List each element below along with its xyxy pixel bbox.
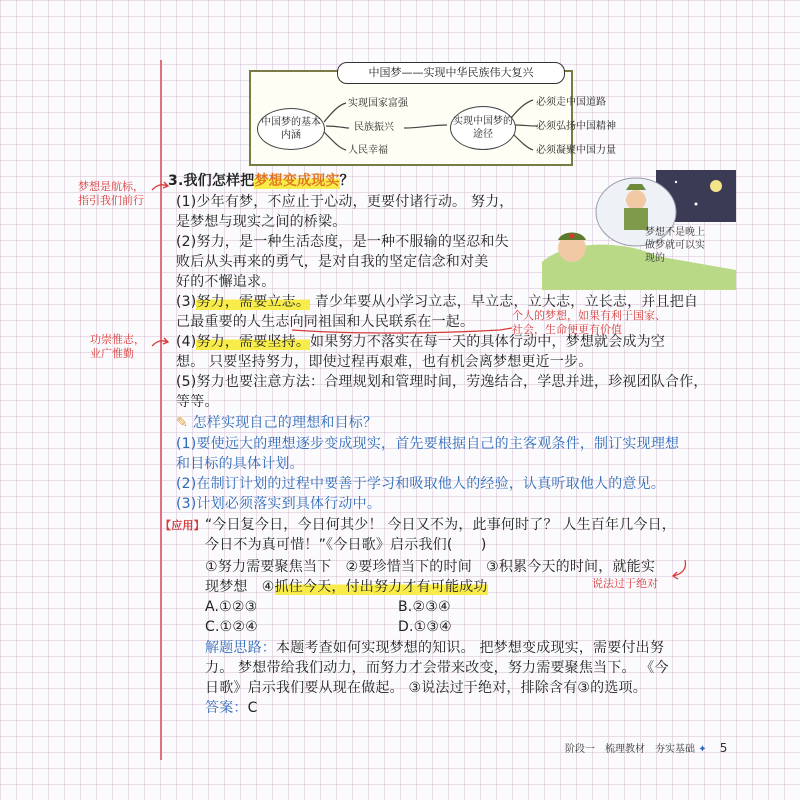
paragraph-line: (5)努力也要注意方法：合理规划和管理时间，劳逸结合，学思并进，珍视团队合作， [176,374,708,390]
choice-d: D.①③④ [398,619,452,635]
concept-map-title: 中国梦——实现中华民族伟大复兴 [337,62,565,84]
concept-map-left-item: 人民幸福 [348,145,388,156]
concept-map-left-item: 实现国家富强 [348,98,408,109]
application-question: 【应用】“今日复今日，今日何其少！ 今日又不为，此事何时了？ 人生百年几今日， [160,517,676,533]
illustration-dreaming-child [536,170,736,290]
page-number: 5 [719,741,728,755]
choice-c: C.①②④ [205,619,258,635]
concept-map-right-oval: 实现中国梦的途径 [450,106,516,150]
application-question: 今日不为真可惜！”《今日歌》启示我们( ) [205,537,487,553]
answer: 答案：C [205,700,258,716]
concept-map-left-oval: 中国梦的基本内涵 [257,108,325,150]
paragraph-line: (3)努力，需要立志。 青少年要从小学习立志，早立志，立大志，立长志，并且把自 [176,294,699,310]
tip-line: 和目标的具体计划。 [176,456,304,472]
margin-note: 功崇惟志， 业广惟勤 [90,333,145,360]
section-heading: 3.我们怎样把梦想变成现实？ [168,173,354,189]
paragraph-line: 好的不懈追求。 [176,274,276,290]
illustration-caption: 梦想不是晚上 做梦就可以实 现的 [645,227,705,264]
paragraph-line: (1)少年有梦，不应止于心动，更要付诸行动。 努力， [176,194,514,210]
paragraph-line: 等等。 [176,394,219,410]
solution-line: 日歌》启示我们要从现在做起。 ③说法过于绝对，排除含有③的选项。 [205,680,647,696]
choice-b: B.②③④ [398,599,451,615]
paragraph-line: (2)努力，是一种生活态度，是一种不服输的坚忍和失 [176,234,509,250]
margin-note: 个人的梦想，如果有利于国家、 社会，生命便更有价值 [512,309,666,336]
choice-a: A.①②③ [205,599,258,615]
paragraph-line: 是梦想与现实之间的桥梁。 [176,214,347,230]
tip-line: (3)计划必须落实到具体行动中。 [176,496,382,512]
arrow-icon [150,178,172,196]
application-option: 现梦想 ④抓住今天，付出努力才有可能成功 [205,579,488,595]
star-icon: ✦ [698,744,707,755]
margin-note: 梦想是航标， 指引我们前行 [78,180,144,207]
application-option: ①努力需要聚焦当下 ②要珍惜当下的时间 ③积累今天的时间，就能实 [205,559,656,575]
margin-line [160,60,162,760]
arrow-icon [150,334,172,352]
solution-line: 解题思路：本题考查如何实现梦想的知识。 把梦想变成现实，需要付出努 [205,640,665,656]
concept-map-left-item: 民族振兴 [354,122,394,133]
margin-note: 说法过于绝对 [592,577,658,590]
arrow-icon [655,558,695,580]
paragraph-line: 败后从头再来的勇气，是对自我的坚定信念和对美 [176,254,489,270]
pencil-icon: ✎ [176,415,188,431]
page-footer: 阶段一 梳理教材 夯实基础 ✦ 5 [565,741,728,755]
concept-map-right-item: 必须凝聚中国力量 [536,145,616,156]
concept-map-right-item: 必须走中国道路 [536,97,606,108]
paragraph-line: 想。 只要坚持努力，即使过程再艰难，也有机会离梦想更近一步。 [176,354,593,370]
tip-line: (2)在制订计划的过程中要善于学习和吸取他人的经验，认真听取他人的意见。 [176,476,666,492]
tip-question: ✎ 怎样实现自己的理想和目标？ [176,415,378,431]
solution-line: 力。 梦想带给我们动力，而努力才会带来改变，努力需要聚焦当下。 《今 [205,660,669,676]
paragraph-line: (4)努力，需要坚持。如果努力不落实在每一天的具体行动中，梦想就会成为空 [176,334,666,350]
tip-line: (1)要使远大的理想逐步变成现实，首先要根据自己的主客观条件，制订实现理想 [176,436,680,452]
paragraph-line: 己最重要的人生志向同祖国和人民联系在一起。 [176,314,475,330]
concept-map-right-item: 必须弘扬中国精神 [536,121,616,132]
